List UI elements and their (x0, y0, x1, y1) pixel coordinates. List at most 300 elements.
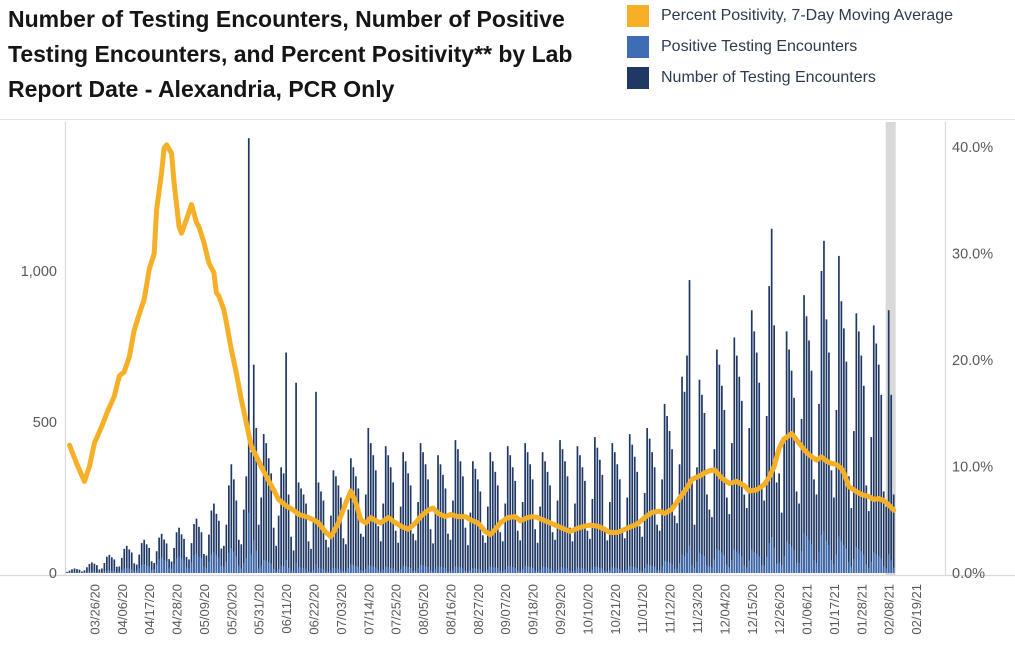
x-axis-tick-label: 07/25/20 (388, 584, 404, 635)
positive-encounters-bar (113, 571, 115, 573)
positive-encounters-bar (674, 569, 676, 573)
positive-encounters-bar (325, 571, 327, 573)
positive-encounters-bar (410, 568, 412, 573)
total-encounters-bar (552, 532, 554, 573)
positive-encounters-bar (121, 570, 123, 573)
total-encounters-bar (425, 464, 427, 573)
positive-encounters-bar (641, 571, 643, 573)
positive-encounters-bar (405, 566, 407, 573)
positive-encounters-bar (382, 570, 384, 573)
positive-encounters-bar (826, 541, 828, 573)
total-encounters-bar (803, 295, 805, 573)
positive-encounters-bar (335, 568, 337, 573)
total-encounters-bar (522, 502, 524, 573)
total-encounters-bar (330, 516, 332, 573)
total-encounters-bar (726, 498, 728, 574)
total-encounters-bar (350, 458, 352, 573)
positive-encounters-bar (318, 568, 320, 573)
total-encounters-bar (589, 539, 591, 573)
x-axis-tick-label: 11/12/20 (662, 584, 678, 634)
total-encounters-bar (773, 325, 775, 573)
total-encounters-bar (738, 377, 740, 573)
positive-encounters-bar (305, 569, 307, 573)
positive-encounters-bar (193, 555, 195, 573)
total-encounters-bar (674, 516, 676, 573)
total-encounters-bar (447, 534, 449, 573)
total-encounters-bar (823, 241, 825, 573)
total-encounters-bar (427, 479, 429, 573)
positive-encounters-bar (196, 553, 198, 573)
positive-encounters-bar (101, 572, 103, 573)
total-encounters-bar (328, 547, 330, 573)
total-encounters-bar (706, 494, 708, 573)
positive-encounters-bar (691, 565, 693, 573)
positive-encounters-bar (841, 542, 843, 573)
positive-encounters-bar (611, 567, 613, 573)
positivity-line (70, 145, 894, 537)
positive-encounters-bar (201, 558, 203, 573)
positive-encounters-bar (412, 571, 414, 573)
positive-encounters-bar (527, 566, 529, 573)
total-encounters-bar (833, 498, 835, 574)
positive-encounters-bar (208, 562, 210, 573)
positive-encounters-bar (203, 566, 205, 573)
total-encounters-bar (325, 540, 327, 573)
total-encounters-bar (285, 353, 287, 573)
positive-encounters-bar (218, 557, 220, 573)
total-encounters-bar (283, 473, 285, 573)
positive-encounters-bar (567, 568, 569, 573)
total-encounters-bar (106, 557, 108, 573)
total-encounters-bar (440, 464, 442, 573)
positive-encounters-bar (818, 552, 820, 573)
positive-encounters-bar (66, 572, 68, 573)
total-encounters-bar (280, 467, 282, 573)
positive-encounters-bar (699, 553, 701, 573)
total-encounters-bar (492, 461, 494, 573)
positive-encounters-bar (843, 545, 845, 573)
positive-encounters-bar (803, 533, 805, 573)
positive-encounters-bar (616, 568, 618, 573)
total-encounters-bar (609, 502, 611, 573)
total-encounters-bar (624, 538, 626, 573)
x-axis-tick-label: 03/26/20 (87, 584, 103, 635)
positive-encounters-bar (696, 562, 698, 573)
positive-encounters-bar (808, 540, 810, 573)
positive-encounters-bar (330, 570, 332, 573)
positive-encounters-bar (283, 566, 285, 573)
total-encounters-bar (616, 464, 618, 573)
positive-encounters-bar (507, 566, 509, 573)
positive-encounters-bar (646, 564, 648, 573)
total-encounters-bar (791, 371, 793, 573)
total-encounters-bar (308, 541, 310, 573)
total-encounters-bar (514, 481, 516, 573)
positive-encounters-bar (811, 544, 813, 573)
positive-encounters-bar (133, 571, 135, 573)
positive-encounters-bar (235, 556, 237, 573)
total-encounters-bar (639, 526, 641, 573)
positive-encounters-bar (407, 567, 409, 573)
positive-encounters-bar (791, 547, 793, 573)
positive-encounters-bar (514, 568, 516, 573)
positive-encounters-bar (519, 571, 521, 573)
positive-encounters-bar (298, 567, 300, 573)
total-encounters-bar (348, 510, 350, 573)
positive-encounters-bar (106, 571, 108, 573)
positive-encounters-bar (223, 567, 225, 573)
total-encounters-bar (821, 271, 823, 573)
positive-encounters-bar (328, 572, 330, 573)
total-encounters-bar (594, 437, 596, 573)
positive-encounters-bar (549, 568, 551, 573)
positive-encounters-bar (863, 554, 865, 573)
total-encounters-bar (402, 452, 404, 573)
total-encounters-bar (592, 499, 594, 573)
positive-encounters-bar (709, 566, 711, 573)
positive-encounters-bar (171, 569, 173, 573)
x-axis-tick-label: 04/06/20 (114, 584, 130, 635)
total-encounters-bar (681, 377, 683, 573)
page-title: Number of Testing Encounters, Number of Positive Testing Encounters, and Percent Positivity** by Lab Report Date - Alexandria, PCR Only (8, 6, 573, 102)
positive-encounters-bar (766, 557, 768, 573)
positive-encounters-bar (846, 549, 848, 573)
total-encounters-bar (751, 310, 753, 573)
total-encounters-bar (696, 467, 698, 573)
positive-encounters-bar (731, 560, 733, 573)
positive-encounters-bar (629, 566, 631, 573)
x-axis-tick-label: 12/15/20 (744, 584, 760, 635)
positive-encounters-bar (191, 562, 193, 573)
positive-encounters-bar (606, 571, 608, 573)
total-encounters-bar (686, 356, 688, 573)
positive-encounters-bar (626, 569, 628, 573)
positive-encounters-bar (263, 560, 265, 573)
total-encounters-bar (761, 485, 763, 573)
total-encounters-bar (405, 461, 407, 573)
total-encounters-bar (758, 383, 760, 573)
positive-encounters-bar (858, 549, 860, 573)
positive-encounters-bar (806, 536, 808, 573)
total-encounters-bar (412, 534, 414, 573)
positive-encounters-bar (362, 571, 364, 573)
positive-encounters-bar (465, 571, 467, 573)
positive-encounters-bar (118, 572, 120, 573)
total-encounters-bar (597, 448, 599, 573)
total-encounters-bar (875, 343, 877, 573)
total-encounters-bar (559, 440, 561, 573)
total-encounters-bar (572, 541, 574, 573)
positive-encounters-bar (128, 568, 130, 573)
positive-encounters-bar (365, 569, 367, 573)
positive-encounters-bar (86, 572, 88, 573)
positive-encounters-bar (783, 556, 785, 573)
total-encounters-bar (865, 485, 867, 573)
total-encounters-bar (855, 313, 857, 573)
total-encounters-bar (644, 493, 646, 573)
positive-encounters-bar (417, 568, 419, 573)
positive-encounters-bar (599, 568, 601, 573)
positive-encounters-bar (666, 562, 668, 573)
positive-encounters-bar (594, 567, 596, 573)
positive-encounters-bar (206, 568, 208, 573)
positive-encounters-bar (447, 571, 449, 573)
x-axis-tick-label: 04/17/20 (142, 584, 158, 635)
total-encounters-bar (417, 502, 419, 573)
positive-encounters-bar (422, 565, 424, 573)
total-encounters-bar (365, 494, 367, 573)
total-encounters-bar (614, 452, 616, 573)
positive-encounters-bar (79, 572, 81, 573)
positive-encounters-bar (494, 568, 496, 573)
total-encounters-bar (303, 494, 305, 573)
total-encounters-bar (372, 455, 374, 573)
total-encounters-bar (786, 331, 788, 573)
positive-encounters-bar (136, 571, 138, 573)
total-encounters-bar (709, 510, 711, 573)
positive-encounters-bar (290, 571, 292, 573)
total-encounters-bar (353, 467, 355, 573)
positive-encounters-bar (435, 569, 437, 573)
total-encounters-bar (711, 517, 713, 573)
positive-encounters-bar (681, 555, 683, 573)
positive-encounters-bar (619, 569, 621, 573)
total-encounters-bar (885, 507, 887, 573)
positive-encounters-bar (126, 568, 128, 573)
total-encounters-bar (89, 564, 91, 573)
right-axis-tick-label: 10.0% (952, 459, 994, 476)
positive-encounters-bar (651, 566, 653, 573)
positive-encounters-bar (671, 564, 673, 573)
positive-encounters-bar (243, 563, 245, 573)
positive-encounters-bar (888, 554, 890, 573)
positive-encounters-bar (736, 552, 738, 573)
total-encounters-bar (691, 482, 693, 573)
total-encounters-bar (509, 455, 511, 573)
positive-encounters-bar (425, 566, 427, 573)
positive-encounters-bar (893, 568, 895, 573)
positive-encounters-bar (467, 572, 469, 573)
positive-encounters-bar (855, 547, 857, 573)
total-encounters-bar (450, 540, 452, 573)
total-encounters-bar (701, 395, 703, 573)
positive-encounters-bar (798, 563, 800, 573)
total-encounters-bar (836, 410, 838, 573)
positive-encounters-bar (455, 566, 457, 573)
positive-encounters-bar (181, 559, 183, 573)
positive-encounters-bar (108, 570, 110, 573)
positive-encounters-bar (420, 565, 422, 573)
x-axis-tick-label: 08/27/20 (470, 584, 486, 635)
positive-encounters-bar (340, 569, 342, 573)
positive-encounters-bar (746, 567, 748, 573)
total-encounters-bar (669, 431, 671, 573)
positive-encounters-bar (602, 568, 604, 573)
total-encounters-bar (524, 443, 526, 573)
positive-encounters-bar (402, 566, 404, 573)
total-encounters-bar (512, 467, 514, 573)
total-encounters-bar (719, 365, 721, 573)
total-encounters-bar (467, 545, 469, 573)
positive-encounters-bar (250, 554, 252, 573)
total-encounters-bar (621, 529, 623, 573)
total-encounters-bar (445, 488, 447, 573)
positive-encounters-bar (445, 568, 447, 573)
positive-encounters-bar (738, 554, 740, 573)
left-axis-tick-label: 0 (48, 566, 57, 582)
x-axis-tick-label: 10/10/20 (580, 584, 596, 635)
total-encounters-bar (641, 537, 643, 573)
positive-encounters-bar (450, 571, 452, 573)
total-encounters-bar (298, 482, 300, 573)
positive-encounters-bar (522, 569, 524, 573)
positive-encounters-bar (211, 554, 213, 573)
total-encounters-bar (479, 491, 481, 573)
positive-encounters-bar (499, 571, 501, 573)
positive-encounters-bar (758, 556, 760, 573)
positive-encounters-bar (719, 550, 721, 573)
total-encounters-bar (577, 446, 579, 573)
total-encounters-bar (457, 449, 459, 573)
total-encounters-bar (519, 540, 521, 573)
total-encounters-bar (116, 567, 118, 573)
positive-encounters-bar (153, 569, 155, 573)
total-encounters-bar (397, 543, 399, 573)
positive-encounters-bar (631, 567, 633, 573)
positive-encounters-bar (477, 569, 479, 573)
x-axis-tick-label: 07/14/20 (361, 584, 377, 635)
total-encounters-bar (748, 428, 750, 573)
total-encounters-bar (654, 467, 656, 573)
total-encounters-bar (392, 482, 394, 573)
total-encounters-bar (360, 534, 362, 573)
total-encounters-bar (499, 532, 501, 573)
x-axis-tick-label: 01/28/21 (854, 584, 870, 635)
total-encounters-bar (743, 494, 745, 573)
legend-item-percent-positivity (627, 5, 1012, 27)
positive-encounters-bar (539, 569, 541, 573)
positive-encounters-bar (679, 563, 681, 573)
x-axis-tick-label: 10/21/20 (607, 584, 623, 635)
positive-encounters-bar (300, 568, 302, 573)
chart-legend (627, 5, 1012, 98)
positive-encounters-bar (552, 571, 554, 573)
positive-encounters-bar (442, 567, 444, 573)
positive-encounters-bar (387, 567, 389, 573)
positive-encounters-bar (676, 568, 678, 573)
positive-encounters-bar (517, 571, 519, 573)
total-encounters-bar (465, 528, 467, 573)
total-encounters-bar (462, 476, 464, 573)
total-encounters-bar (731, 443, 733, 573)
total-encounters-bar (629, 434, 631, 573)
total-encounters-bar (345, 544, 347, 573)
positive-encounters-bar (721, 552, 723, 573)
x-axis-tick-label: 06/11/20 (279, 584, 295, 634)
x-axis-tick-label: 08/05/20 (416, 584, 432, 635)
total-encounters-bar (343, 538, 345, 573)
positive-encounters-bar (315, 564, 317, 573)
positive-encounters-bar (188, 568, 190, 573)
total-encounters-bar (507, 446, 509, 573)
positive-encounters-bar (430, 570, 432, 573)
positive-encounters-bar (380, 571, 382, 573)
positive-encounters-bar (694, 568, 696, 573)
positive-encounters-bar (669, 563, 671, 573)
positive-encounters-bar (313, 570, 315, 573)
positive-encounters-bar (489, 566, 491, 573)
positive-encounters-bar (584, 569, 586, 573)
positive-encounters-bar (781, 565, 783, 573)
positive-encounters-bar (146, 565, 148, 573)
positive-encounters-bar (278, 569, 280, 573)
x-axis-tick-label: 06/22/20 (306, 584, 322, 635)
total-encounters-bar (385, 446, 387, 573)
total-encounters-bar (494, 472, 496, 573)
positive-encounters-bar (178, 556, 180, 573)
positive-encounters-bar (186, 567, 188, 573)
x-axis-tick-label: 09/07/20 (498, 584, 514, 635)
positive-encounters-bar (776, 564, 778, 573)
positive-encounters-bar (821, 535, 823, 573)
total-encounters-bar (567, 476, 569, 573)
total-encounters-bar (679, 464, 681, 573)
positive-encounters-bar (624, 571, 626, 573)
positive-encounters-bar (572, 571, 574, 573)
positive-encounters-bar (479, 569, 481, 573)
left-axis-tick-label: 500 (32, 415, 57, 431)
x-axis-tick-label: 08/16/20 (443, 584, 459, 635)
positive-encounters-bar (768, 543, 770, 573)
total-encounters-bar (873, 325, 875, 573)
total-encounters-bar (853, 431, 855, 573)
legend-label: Percent Positivity, 7-Day Moving Average (661, 7, 953, 24)
total-encounters-bar (858, 331, 860, 573)
positive-encounters-bar (664, 561, 666, 573)
positive-encounters-bar (851, 567, 853, 573)
total-encounters-bar (96, 565, 98, 573)
positive-encounters-bar (753, 552, 755, 573)
positive-encounters-bar (253, 540, 255, 573)
positive-encounters-bar (868, 568, 870, 573)
total-encounters-bar (661, 479, 663, 573)
positive-encounters-bar (716, 549, 718, 573)
total-encounters-bar (502, 541, 504, 573)
positive-encounters-bar (285, 560, 287, 573)
total-encounters-bar (275, 546, 277, 573)
total-encounters-bar (778, 473, 780, 573)
positive-encounters-bar (654, 567, 656, 573)
total-encounters-bar (484, 543, 486, 573)
positive-encounters-bar (833, 564, 835, 573)
total-encounters-bar (313, 519, 315, 573)
positive-encounters-bar (748, 560, 750, 573)
positive-encounters-bar (258, 568, 260, 573)
positive-encounters-bar (233, 552, 235, 573)
positive-encounters-bar (320, 568, 322, 573)
total-encounters-bar (380, 541, 382, 573)
positive-encounters-bar (741, 556, 743, 573)
positive-encounters-bar (883, 566, 885, 573)
positive-encounters-bar (704, 556, 706, 573)
total-encounters-bar (878, 365, 880, 573)
positive-encounters-bar (71, 572, 73, 573)
positive-encounters-bar (221, 566, 223, 573)
positive-encounters-bar (878, 556, 880, 573)
total-encounters-bar (619, 479, 621, 573)
total-encounters-bar (333, 470, 335, 573)
positive-encounters-bar (621, 571, 623, 573)
